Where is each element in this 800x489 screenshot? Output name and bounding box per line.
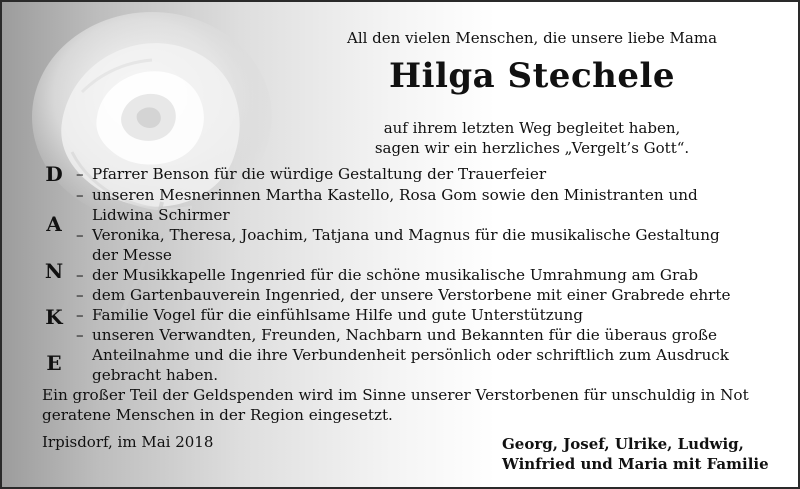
place-date: Irpisdorf, im Mai 2018 xyxy=(42,433,214,451)
danke-letter: K xyxy=(45,305,63,329)
thanks-item-line: der Messe xyxy=(92,246,172,264)
list-dash: – xyxy=(76,165,84,183)
list-dash: – xyxy=(76,326,84,344)
signature-line: Georg, Josef, Ulrike, Ludwig, xyxy=(502,435,744,453)
thanks-item-line: Anteilnahme und die ihre Verbundenheit persönlich oder schriftlich zum Ausdruck xyxy=(92,346,730,364)
intro-text: All den vielen Menschen, die unsere liebe Mama xyxy=(346,29,718,47)
thanks-item-line: Lidwina Schirmer xyxy=(92,206,230,224)
thanks-item-line: Veronika, Theresa, Joachim, Tatjana und Magnus für die musikalische Gestaltung xyxy=(92,226,720,244)
list-dash: – xyxy=(76,226,84,244)
danke-letter: N xyxy=(44,259,64,283)
thanks-item-line: dem Gartenbauverein Ingenried, der unsere Verstorbene mit einer Grabrede ehrte xyxy=(92,286,731,304)
subtitle-line: sagen wir ein herzliches „Vergelt’s Gott“. xyxy=(374,139,690,157)
danke-letter: D xyxy=(45,162,63,186)
deceased-name: Hilga Stechele xyxy=(388,56,676,96)
thanks-item-line: Familie Vogel für die einfühlsame Hilfe und gute Unterstützung xyxy=(92,306,584,324)
thanks-item-line: der Musikkapelle Ingenried für die schöne musikalische Umrahmung am Grab xyxy=(92,266,699,284)
subtitle-line: auf ihrem letzten Weg begleitet haben, xyxy=(383,119,681,137)
signature-line: Winfried und Maria mit Familie xyxy=(502,455,769,473)
thanks-item-line: unseren Mesnerinnen Martha Kastello, Rosa Gom sowie den Ministranten und xyxy=(92,186,698,204)
list-dash: – xyxy=(76,306,84,324)
list-dash: – xyxy=(76,286,84,304)
thanks-item-line: gebracht haben. xyxy=(92,366,219,384)
donation-text-line: Ein großer Teil der Geldspenden wird im Sinne unserer Verstorbenen für unschuldig in Not xyxy=(42,386,749,404)
danke-letter: A xyxy=(46,212,62,236)
thanks-item-line: unseren Verwandten, Freunden, Nachbarn und Bekannten für die überaus große xyxy=(92,326,718,344)
list-dash: – xyxy=(76,266,84,284)
danke-letter: E xyxy=(46,351,62,375)
donation-text-line: geratene Menschen in der Region eingesetzt. xyxy=(42,406,393,424)
thanks-item-line: Pfarrer Benson für die würdige Gestaltung der Trauerfeier xyxy=(92,165,547,183)
list-dash: – xyxy=(76,186,84,204)
